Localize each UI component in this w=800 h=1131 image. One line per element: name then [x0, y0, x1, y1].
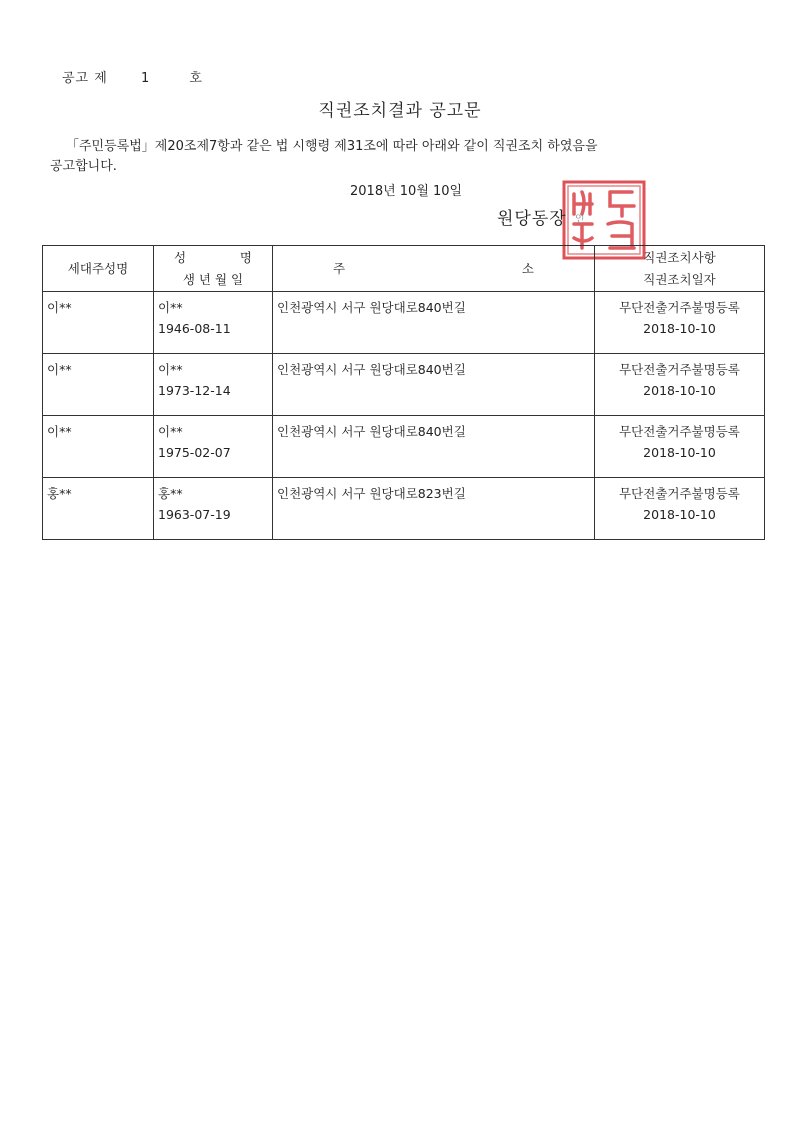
header-action [595, 246, 765, 292]
cell-action-type: 무단전출거주불명등록 [619, 300, 740, 315]
cell-birth: 1975-02-07 [158, 445, 231, 460]
cell-name: 이** [158, 300, 183, 315]
records-table [42, 245, 765, 540]
cell-name-birth [154, 354, 273, 416]
header-address-a: 주 [333, 260, 346, 276]
header-address-b: 소 [521, 260, 534, 276]
header-action-type: 직권조치사항 [643, 249, 716, 265]
table-row [43, 354, 765, 416]
cell-address: 인천광역시 서구 원당대로840번길 [273, 416, 595, 478]
cell-name-birth [154, 292, 273, 354]
header-household-head: 세대주성명 [43, 246, 154, 292]
cell-household-head: 이** [43, 416, 154, 478]
document-title: 직권조치결과 공고문 [318, 101, 482, 121]
notice-body [50, 137, 730, 177]
notice-number-value: 1 [140, 71, 151, 86]
table-row [43, 478, 765, 540]
cell-action-date: 2018-10-10 [643, 321, 716, 336]
table-row [43, 416, 765, 478]
document-date: 2018년 10월 10일 [350, 184, 463, 199]
cell-action [595, 478, 765, 540]
header-name-a: 성 [174, 249, 187, 265]
cell-address: 인천광역시 서구 원당대로840번길 [273, 354, 595, 416]
cell-action-type: 무단전출거주불명등록 [619, 362, 740, 377]
notice-body-line-2: 공고합니다. [50, 159, 117, 174]
cell-action [595, 416, 765, 478]
cell-action [595, 292, 765, 354]
notice-suffix: 호 [189, 71, 203, 86]
header-name-birth [154, 246, 273, 292]
cell-action-type: 무단전출거주불명등록 [619, 424, 740, 439]
header-birth: 생 년 월 일 [182, 271, 244, 287]
seal-mark: 인 [575, 214, 585, 225]
cell-birth: 1973-12-14 [158, 383, 231, 398]
cell-name-birth [154, 478, 273, 540]
cell-action-date: 2018-10-10 [643, 383, 716, 398]
notice-prefix: 공고 제 [62, 71, 108, 86]
cell-action-date: 2018-10-10 [643, 445, 716, 460]
issuer-name: 원당동장 [497, 209, 567, 229]
header-name-b: 명 [239, 249, 252, 265]
cell-action-type: 무단전출거주불명등록 [619, 486, 740, 501]
header-name [154, 247, 272, 269]
cell-address: 인천광역시 서구 원당대로840번길 [273, 292, 595, 354]
cell-action-date: 2018-10-10 [643, 507, 716, 522]
cell-name-birth [154, 416, 273, 478]
cell-household-head: 이** [43, 292, 154, 354]
cell-address: 인천광역시 서구 원당대로823번길 [273, 478, 595, 540]
table-header-row [43, 246, 765, 292]
cell-household-head: 홍** [43, 478, 154, 540]
cell-action [595, 354, 765, 416]
header-action-date: 직권조치일자 [643, 271, 716, 287]
header-address [273, 246, 595, 292]
cell-name: 이** [158, 362, 183, 377]
table-row [43, 292, 765, 354]
cell-birth: 1963-07-19 [158, 507, 231, 522]
notice-body-line-1: 「주민등록법」제20조제7항과 같은 법 시행령 제31조에 따라 아래와 같이 직권조치 하였음을 [66, 139, 598, 154]
cell-birth: 1946-08-11 [158, 321, 231, 336]
notice-number [62, 67, 203, 86]
cell-name: 홍** [158, 486, 183, 501]
cell-name: 이** [158, 424, 183, 439]
cell-household-head: 이** [43, 354, 154, 416]
